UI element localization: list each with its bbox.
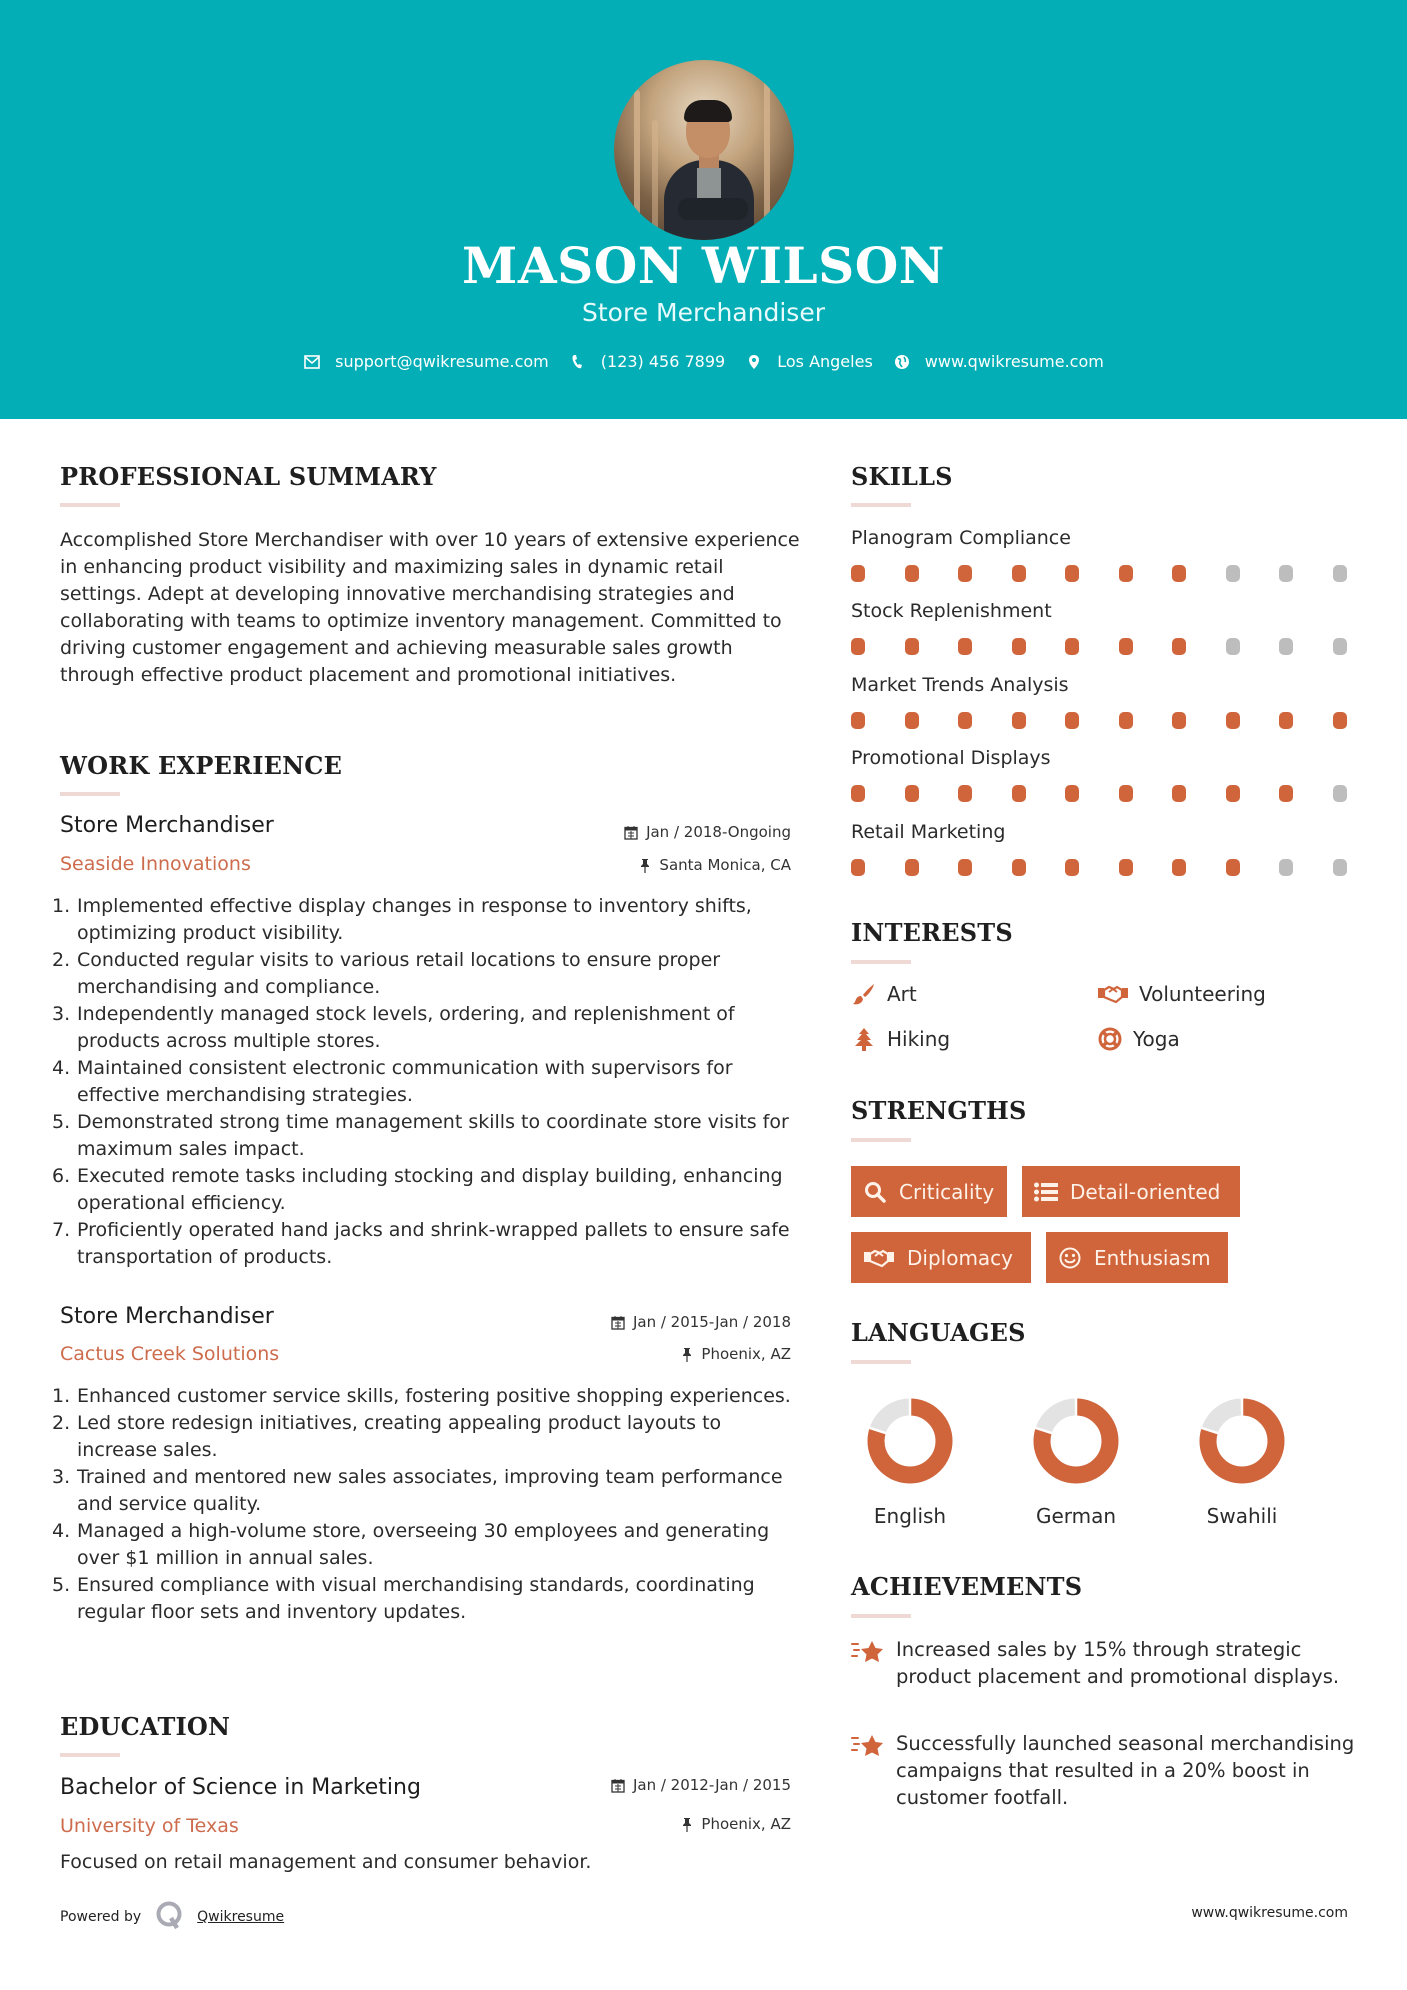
skill-dot-filled — [1172, 565, 1186, 582]
job-responsibilities — [52, 893, 792, 1271]
skill-dot-filled — [958, 785, 972, 802]
skill-dot-empty — [1333, 859, 1347, 876]
skill-dot-filled — [851, 638, 865, 655]
strength-label: Enthusiasm — [1094, 1245, 1211, 1270]
skill-dot-filled — [905, 785, 919, 802]
phone-icon — [569, 353, 587, 371]
skill-dot-filled — [1279, 712, 1293, 729]
contact-email-text: support@qwikresume.com — [335, 352, 549, 371]
education-dates — [611, 1776, 791, 1794]
achievement-text: Increased sales by 15% through strategic product placement and promotional displays. — [896, 1638, 1340, 1688]
list-item: Maintained consistent electronic communication with supervisors for effective merchandising strategies. — [77, 1057, 733, 1106]
powered-by-label: Powered by — [60, 1909, 142, 1925]
education-description: Focused on retail management and consumer behavior. — [60, 1851, 592, 1873]
achievement-text: Successfully launched seasonal merchandising campaigns that resulted in a 20% boost in customer footfall. — [896, 1732, 1355, 1809]
interest-label: Hiking — [887, 1027, 951, 1051]
interest-hiking — [851, 1026, 950, 1052]
skill-dot-filled — [851, 712, 865, 729]
interest-label: Yoga — [1133, 1027, 1180, 1051]
interest-yoga — [1097, 1026, 1180, 1052]
language-donut-chart — [1033, 1398, 1119, 1484]
tree-icon — [851, 1026, 877, 1052]
shooting-star-icon — [851, 1638, 885, 1668]
footer-url[interactable]: www.qwikresume.com — [1191, 1905, 1348, 1921]
interest-volunteering — [1097, 981, 1266, 1007]
skill-dot-empty — [1333, 638, 1347, 655]
skill-dot-filled — [905, 712, 919, 729]
contact-phone-text: (123) 456 7899 — [600, 352, 726, 371]
skill-dot-filled — [1226, 712, 1240, 729]
language-english — [860, 1398, 960, 1528]
photo-figure — [684, 100, 732, 122]
skill-rating — [851, 785, 1386, 802]
skill-dot-filled — [1333, 712, 1347, 729]
skill-name: Promotional Displays — [851, 747, 1051, 769]
contact-location-text: Los Angeles — [777, 352, 873, 371]
list-item: Led store redesign initiatives, creating appealing product layouts to increase sales. — [77, 1412, 722, 1461]
job-title: Store Merchandiser — [60, 1304, 274, 1329]
smile-icon — [1058, 1246, 1082, 1270]
strength-label: Diplomacy — [907, 1245, 1014, 1270]
list-item: Proficiently operated hand jacks and shrink-wrapped pallets to ensure safe transportation of products. — [77, 1219, 790, 1268]
contact-row — [0, 352, 1407, 371]
contact-website-text: www.qwikresume.com — [924, 352, 1104, 371]
pushpin-icon — [639, 858, 651, 873]
interest-label: Art — [887, 982, 917, 1006]
achievement-item — [851, 1730, 1371, 1811]
photo-background — [764, 80, 770, 230]
qwikresume-link[interactable]: Qwikresume — [197, 1909, 285, 1925]
skill-dot-filled — [1065, 785, 1079, 802]
skill-dot-empty — [1279, 638, 1293, 655]
skill-dot-empty — [1333, 785, 1347, 802]
skill-dot-filled — [1119, 859, 1133, 876]
paintbrush-icon — [851, 981, 877, 1007]
section-heading-experience: WORK EXPERIENCE — [60, 751, 343, 780]
pushpin-icon — [681, 1817, 693, 1832]
photo-background — [634, 90, 640, 230]
job-dates-text: Jan / 2015-Jan / 2018 — [632, 1313, 791, 1331]
skill-dot-filled — [1119, 638, 1133, 655]
skill-dot-filled — [1119, 785, 1133, 802]
skill-dot-filled — [1065, 859, 1079, 876]
section-heading-education: EDUCATION — [60, 1712, 231, 1741]
job-location — [639, 856, 791, 874]
skill-dot-empty — [1279, 565, 1293, 582]
pushpin-icon — [681, 1347, 693, 1362]
interest-label: Volunteering — [1139, 982, 1266, 1006]
powered-by — [60, 1900, 284, 1934]
strength-label: Criticality — [899, 1179, 995, 1204]
language-name: Swahili — [1206, 1504, 1278, 1528]
skill-dot-filled — [1172, 712, 1186, 729]
achievement-item — [851, 1636, 1371, 1690]
education-location-text: Phoenix, AZ — [701, 1815, 791, 1833]
contact-website[interactable] — [893, 352, 1104, 371]
job-dates-text: Jan / 2018-Ongoing — [646, 823, 791, 841]
strength-chip-enthusiasm — [1046, 1232, 1228, 1283]
skill-dot-filled — [958, 638, 972, 655]
heading-underline — [60, 1753, 120, 1757]
heading-underline — [851, 1138, 911, 1142]
skill-rating — [851, 712, 1386, 729]
search-icon — [863, 1180, 887, 1204]
skill-dot-filled — [851, 565, 865, 582]
calendar-icon — [611, 1778, 625, 1793]
job-location-text: Phoenix, AZ — [701, 1345, 791, 1363]
skill-dot-filled — [1012, 785, 1026, 802]
section-heading-achievements: ACHIEVEMENTS — [851, 1572, 1083, 1601]
strength-chip-diplomacy — [851, 1232, 1031, 1283]
section-heading-interests: INTERESTS — [851, 918, 1013, 947]
life-ring-icon — [1097, 1026, 1123, 1052]
globe-icon — [893, 353, 911, 371]
section-heading-skills: SKILLS — [851, 462, 953, 491]
skill-dot-filled — [1012, 712, 1026, 729]
skill-name: Planogram Compliance — [851, 527, 1071, 549]
strength-label: Detail-oriented — [1070, 1179, 1221, 1204]
list-item: Managed a high-volume store, overseeing 30 employees and generating over $1 million in annual sales. — [77, 1520, 770, 1569]
skill-name: Retail Marketing — [851, 821, 1006, 843]
skill-dot-filled — [1012, 638, 1026, 655]
list-item: Demonstrated strong time management skills to coordinate store visits for maximum sales impact. — [77, 1111, 789, 1160]
contact-location — [745, 352, 873, 371]
handshake-icon — [1097, 981, 1129, 1007]
skill-dot-empty — [1333, 565, 1347, 582]
heading-underline — [851, 960, 911, 964]
job-responsibilities — [52, 1383, 792, 1626]
language-name: English — [873, 1504, 947, 1528]
skill-rating — [851, 859, 1386, 876]
language-name: German — [1035, 1504, 1117, 1528]
heading-underline — [851, 503, 911, 507]
skill-name: Stock Replenishment — [851, 600, 1052, 622]
skill-dot-filled — [905, 638, 919, 655]
candidate-name: MASON WILSON — [462, 236, 945, 295]
skill-dot-filled — [851, 859, 865, 876]
skill-dot-filled — [1119, 565, 1133, 582]
education-location — [681, 1815, 791, 1833]
section-heading-languages: LANGUAGES — [851, 1318, 1026, 1347]
section-heading-strengths: STRENGTHS — [851, 1096, 1027, 1125]
skill-dot-filled — [851, 785, 865, 802]
profile-photo — [614, 60, 794, 240]
language-german — [1026, 1398, 1126, 1528]
skill-rating — [851, 565, 1386, 582]
skill-dot-filled — [1226, 859, 1240, 876]
list-item: Independently managed stock levels, ordering, and replenishment of products across multiple stores. — [77, 1003, 735, 1052]
job-title: Store Merchandiser — [60, 813, 274, 838]
section-heading-summary: PROFESSIONAL SUMMARY — [60, 462, 437, 491]
job-location-text: Santa Monica, CA — [659, 856, 791, 874]
heading-underline — [851, 1614, 911, 1618]
calendar-icon — [611, 1315, 625, 1330]
qwikresume-logo-icon — [155, 1900, 183, 1934]
summary-text: Accomplished Store Merchandiser with over 10 years of extensive experience in enhancing product visibility and maximizing sales in dynamic retail settings. Adept at developing innovative merchandising strategies and collaborating with teams to optimize inventory management. Committed to driving customer engagement and achieving measurable sales growth through effective product placement and promotional initiatives. — [60, 529, 800, 686]
list-item: Implemented effective display changes in response to inventory shifts, optimizing product visibility. — [77, 895, 752, 944]
skill-dot-filled — [1012, 859, 1026, 876]
envelope-icon — [303, 353, 321, 371]
skill-dot-empty — [1226, 638, 1240, 655]
skill-dot-empty — [1279, 859, 1293, 876]
shooting-star-icon — [851, 1732, 885, 1762]
skill-dot-filled — [1279, 785, 1293, 802]
handshake-icon — [863, 1246, 895, 1270]
job-location — [681, 1345, 791, 1363]
skill-dot-filled — [958, 565, 972, 582]
resume-header — [0, 0, 1407, 419]
list-item: Ensured compliance with visual merchandising standards, coordinating regular floor sets and inventory updates. — [77, 1574, 755, 1623]
skill-dot-filled — [1172, 859, 1186, 876]
skill-dot-filled — [958, 859, 972, 876]
skill-dot-filled — [905, 565, 919, 582]
list-icon — [1034, 1180, 1058, 1204]
skill-rating — [851, 638, 1386, 655]
calendar-icon — [624, 825, 638, 840]
skill-dot-filled — [958, 712, 972, 729]
photo-figure — [678, 198, 748, 220]
education-school: University of Texas — [60, 1815, 239, 1837]
contact-email[interactable] — [303, 352, 549, 371]
skill-dot-filled — [1065, 712, 1079, 729]
heading-underline — [60, 792, 120, 796]
heading-underline — [851, 1360, 911, 1364]
language-donut-chart — [1199, 1398, 1285, 1484]
skill-dot-empty — [1226, 565, 1240, 582]
list-item: Trained and mentored new sales associates, improving team performance and service quality. — [77, 1466, 783, 1515]
interest-art — [851, 981, 917, 1007]
list-item: Executed remote tasks including stocking and display building, enhancing operational efficiency. — [77, 1165, 783, 1214]
skill-dot-filled — [1012, 565, 1026, 582]
job-dates — [624, 823, 791, 841]
education-degree: Bachelor of Science in Marketing — [60, 1775, 421, 1800]
language-donut-chart — [867, 1398, 953, 1484]
list-item: Enhanced customer service skills, fostering positive shopping experiences. — [77, 1385, 791, 1407]
skill-dot-filled — [1172, 785, 1186, 802]
skill-dot-filled — [1172, 638, 1186, 655]
skill-dot-filled — [905, 859, 919, 876]
strength-chip-detail-oriented — [1022, 1166, 1240, 1217]
skill-dot-filled — [1065, 565, 1079, 582]
job-company: Cactus Creek Solutions — [60, 1343, 280, 1365]
language-swahili — [1192, 1398, 1292, 1528]
heading-underline — [60, 503, 120, 507]
contact-phone[interactable] — [569, 352, 725, 371]
skill-name: Market Trends Analysis — [851, 674, 1069, 696]
list-item: Conducted regular visits to various retail locations to ensure proper merchandising and compliance. — [77, 949, 721, 998]
education-dates-text: Jan / 2012-Jan / 2015 — [632, 1776, 791, 1794]
skill-dot-filled — [1226, 785, 1240, 802]
photo-background — [652, 120, 658, 240]
skill-dot-filled — [1065, 638, 1079, 655]
skill-dot-filled — [1119, 712, 1133, 729]
job-company: Seaside Innovations — [60, 853, 251, 875]
strength-chip-criticality — [851, 1166, 1007, 1217]
job-dates — [611, 1313, 791, 1331]
map-marker-icon — [745, 353, 763, 371]
candidate-title: Store Merchandiser — [582, 298, 825, 327]
